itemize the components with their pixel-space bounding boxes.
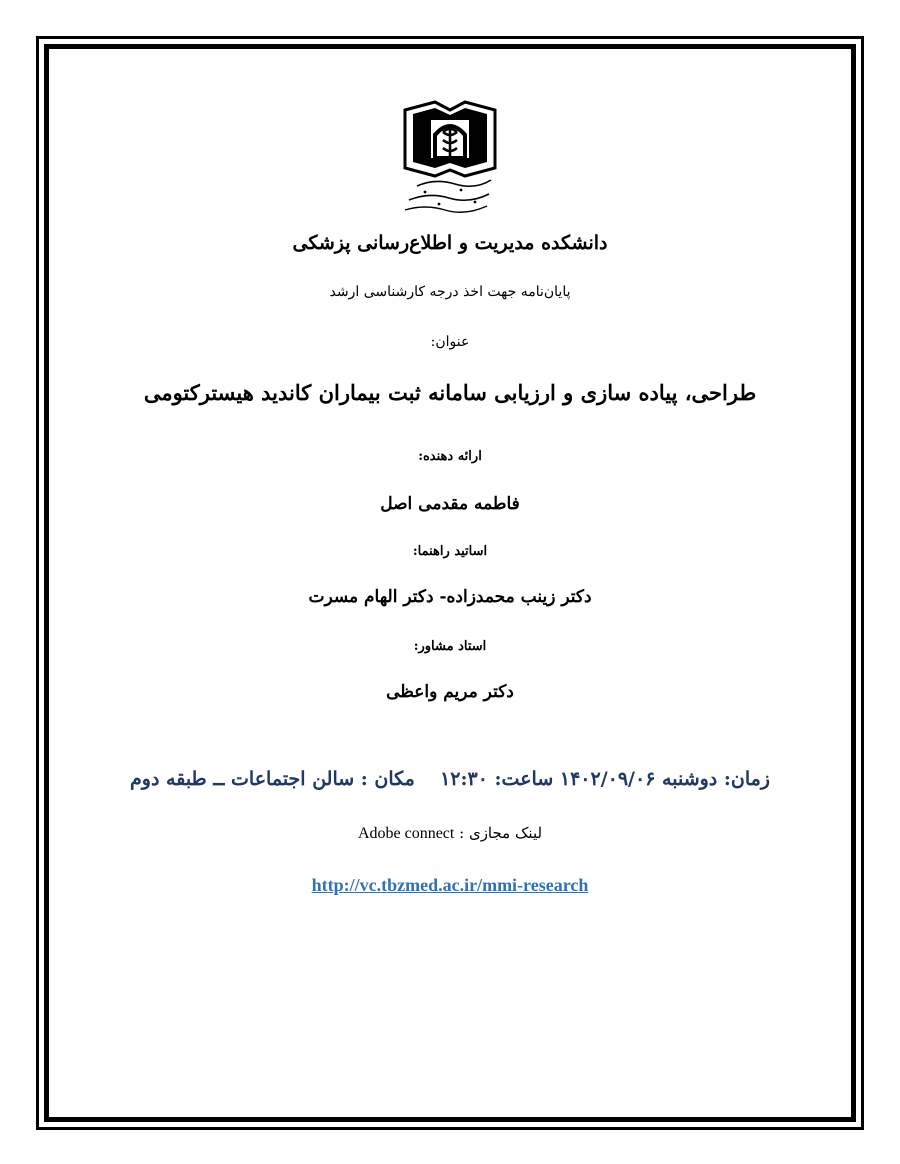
degree-line: پایان‌نامه جهت اخذ درجه کارشناسی ارشد <box>329 284 571 300</box>
virtual-platform: Adobe connect <box>357 825 455 842</box>
defense-place: سالن اجتماعات ــ طبقه دوم <box>130 768 355 790</box>
defense-schedule <box>60 768 840 790</box>
thesis-title-label: عنوان: <box>430 334 470 350</box>
advisor-name: دکتر مریم واعظی <box>386 682 514 702</box>
virtual-link-label: لینک مجازی : <box>459 824 543 842</box>
supervisors-names: دکتر زینب محمدزاده- دکتر الهام مسرت <box>308 587 592 607</box>
presenter-label: ارائه دهنده: <box>418 449 482 464</box>
defense-date: دوشنبه ۱۴۰۲/۰۹/۰۶ <box>559 768 718 790</box>
thesis-title: طراحی، پیاده سازی و ارزیابی سامانه ثبت بیماران کاندید هیسترکتومی <box>143 380 757 405</box>
virtual-meeting-link[interactable]: http://vc.tbzmed.ac.ir/mmi-research <box>311 875 589 895</box>
announcement-content <box>60 100 840 896</box>
place-label: مکان : <box>360 768 415 790</box>
hour-label: ساعت: <box>494 768 554 790</box>
advisor-label: استاد مشاور: <box>413 639 487 654</box>
virtual-link-line <box>60 824 840 843</box>
defense-hour: ۱۲:۳۰ <box>440 768 488 790</box>
school-name: دانشکده مدیریت و اطلاع‌رسانی پزشکی <box>292 232 608 254</box>
time-label: زمان: <box>723 768 770 790</box>
presenter-name: فاطمه مقدمی اصل <box>380 494 520 514</box>
university-emblem-icon <box>395 100 505 218</box>
supervisors-label: اساتید راهنما: <box>412 544 488 559</box>
